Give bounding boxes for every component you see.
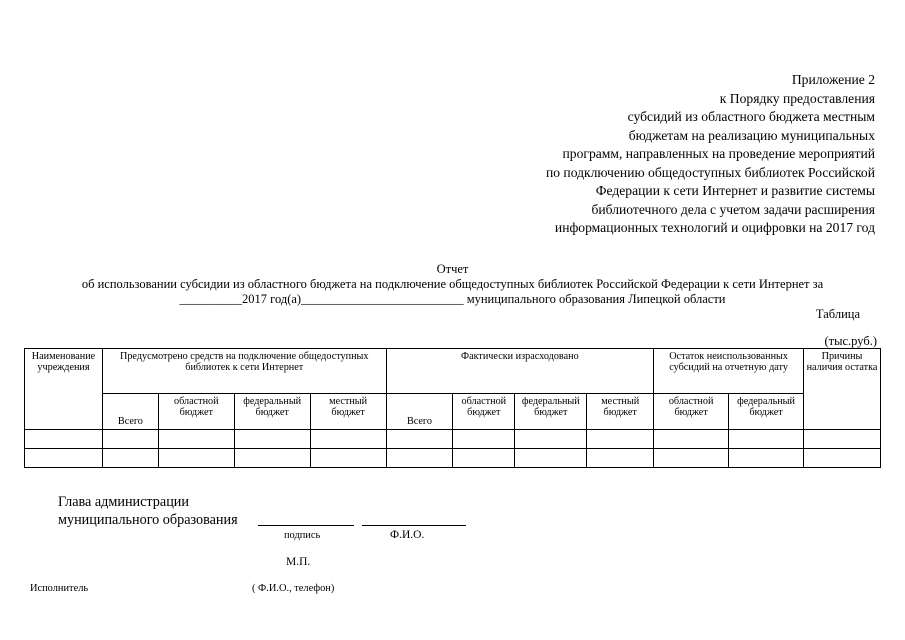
subheader-regional: областной бюджет (654, 394, 729, 430)
subheader-federal: федеральный бюджет (515, 394, 587, 430)
table-cell[interactable] (515, 430, 587, 449)
table-cell[interactable] (453, 430, 515, 449)
report-table (24, 348, 881, 468)
header-balance: Остаток неиспользованных субсидий на отчетную дату (654, 349, 804, 394)
table-cell[interactable] (25, 449, 103, 468)
table-row (25, 449, 881, 468)
table-cell[interactable] (310, 430, 386, 449)
appendix-line: Приложение 2 (791, 72, 875, 87)
table-cell[interactable] (234, 430, 310, 449)
table-cell[interactable] (587, 430, 654, 449)
table-cell[interactable] (654, 449, 729, 468)
subheader-local: местный бюджет (587, 394, 654, 430)
subheader-local: местный бюджет (310, 394, 386, 430)
header-reasons: Причины наличия остатка (804, 349, 881, 430)
table-cell[interactable] (102, 449, 158, 468)
head-title-line1: Глава администрации (58, 494, 189, 510)
table-cell[interactable] (729, 449, 804, 468)
appendix-line: к Порядку предоставления (719, 90, 875, 106)
table-cell[interactable] (386, 449, 453, 468)
table-cell[interactable] (587, 449, 654, 468)
report-title: Отчет (436, 262, 469, 276)
appendix-line: программ, направленных на проведение мероприятий (562, 146, 875, 161)
table-cell[interactable] (515, 449, 587, 468)
executor-caption: ( Ф.И.О., телефон) (252, 583, 335, 594)
signature-caption: подпись (284, 530, 321, 541)
appendix-header (546, 71, 875, 238)
table-cell[interactable] (25, 430, 103, 449)
table-cell[interactable] (729, 430, 804, 449)
table-cell[interactable] (804, 430, 881, 449)
table-cell[interactable] (102, 430, 158, 449)
name-line[interactable] (362, 525, 466, 526)
appendix-line: библиотечного дела с учетом задачи расширения (591, 201, 875, 217)
appendix-line: бюджетам на реализацию муниципальных (628, 127, 875, 143)
head-title-line2: муниципального образования (58, 512, 238, 528)
table-cell[interactable] (234, 449, 310, 468)
table-row (25, 430, 881, 449)
stamp-label: М.П. (286, 556, 311, 568)
table-cell[interactable] (386, 430, 453, 449)
table-cell[interactable] (804, 449, 881, 468)
appendix-line: Федерации к сети Интернет и развитие системы (595, 183, 875, 198)
appendix-line: субсидий из областного бюджета местным (627, 109, 875, 124)
subheader-regional: областной бюджет (158, 394, 234, 430)
executor-label: Исполнитель (30, 583, 89, 594)
signature-line[interactable] (258, 525, 354, 526)
subheader-federal: федеральный бюджет (234, 394, 310, 430)
table-cell[interactable] (310, 449, 386, 468)
appendix-line: информационных технологий и оцифровки на 2017 год (554, 220, 875, 235)
report-subtitle-line2: __________2017 год(а)__________________________ муниципального образования Липецкой области (179, 292, 726, 306)
subheader-regional: областной бюджет (453, 394, 515, 430)
table-cell[interactable] (654, 430, 729, 449)
header-institution: Наименование учреждения (25, 349, 103, 430)
name-caption: Ф.И.О. (390, 529, 425, 541)
table-cell[interactable] (158, 449, 234, 468)
subheader-total: Всего (102, 394, 158, 430)
table-cell[interactable] (158, 430, 234, 449)
report-subtitle-line1: об использовании субсидии из областного бюджета на подключение общедоступных библиотек Российской Федерации к сети Интернет за (81, 277, 824, 291)
header-planned: Предусмотрено средств на подключение общедоступных библиотек к сети Интернет (102, 349, 386, 394)
table-label: Таблица (815, 307, 860, 321)
appendix-line: по подключению общедоступных библиотек Российской (545, 164, 875, 180)
table-cell[interactable] (453, 449, 515, 468)
subheader-federal: федеральный бюджет (729, 394, 804, 430)
units-label: (тыс.руб.) (824, 334, 877, 348)
subheader-total: Всего (386, 394, 453, 430)
header-spent: Фактически израсходовано (386, 349, 654, 394)
